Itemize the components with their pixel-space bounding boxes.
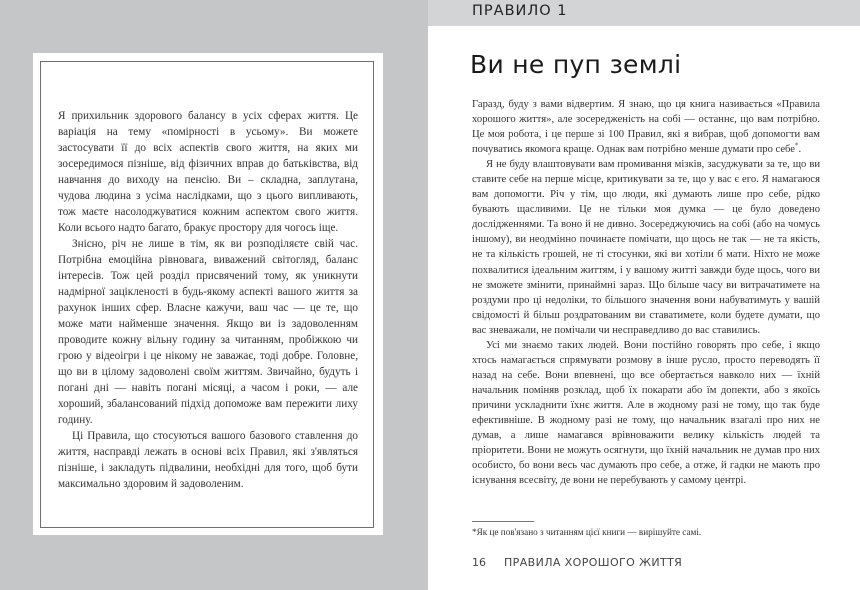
left-paragraph: Ці Правила, що стосуються вашого базового ставлення до життя, насправді лежать в основі всіх Правил, які з'являться пізніше, і закладуть підвалини, необхідні для того, щоб бути максимально здоровим й задоволеним. <box>58 430 358 490</box>
right-paragraph-text: Гаразд, буду з вами відвертим. Я знаю, що ця книга називається «Правила хорошого життя», але зосередженість на собі — останнє, що вам потрібно. Це моя робота, і це перше зі 100 Правил, які я вибрав, щоб допомогти вам почуватись якомога краще. Однак вам потрібно менше думати про себе <box>472 99 820 156</box>
page-number: 16 <box>472 556 486 569</box>
rule-label: ПРАВИЛО 1 <box>472 3 568 19</box>
chapter-title: Ви не пуп землі <box>470 50 682 79</box>
right-paragraph: Гаразд, буду з вами відвертим. Я знаю, що ця книга називається «Правила хорошого життя», але зосередженість на собі — останнє, що вам потрібно. Це моя робота, і це перше зі 100 Правил, які я вибрав, щоб допомогти вам почуватись якомога краще. Однак вам потрібно менше думати про себе*. <box>472 99 820 156</box>
right-page <box>428 0 860 590</box>
footnote-marker: * <box>795 141 799 150</box>
left-paragraph: Знісно, річ не лише в тім, як ви розподіляєте свій час. Потрібна емоційна рівновага, виважений світогляд, баланс інтересів. Тож цей розділ присвячений тому, як уникнути надмірної зацікленості в будь-якому аспекті вашого життя за рахунок інших сфер. Власне кажучи, ваш час — це те, що може мати найменше значення. Якщо ви із задоволенням проводите кожну вільну годину за читанням, пробіжкою чи грою у відеоігри і це нікому не заважає, тоді добре. Головне, що ви в цілому задоволені своїм життям. Звичайно, будуть і погані дні — навіть погані місяці, а часом і роки, — але хороший, збалансований підхід допоможе вам пережити лиху годину. <box>58 238 358 426</box>
running-title: ПРАВИЛА ХОРОШОГО ЖИТТЯ <box>504 556 683 569</box>
footnote-divider <box>472 521 534 522</box>
right-paragraph: Я не буду влаштовувати вам промивання мізків, засуджувати за те, що ви ставите себе на перше місце, критикувати за те, що у вас є его. Я намагаюся вам допомогти. Річ у тім, що люди, які думають лише про себе, рідко бувають щасливими. Це не тільки моя думка — це було доведено дослідженнями. Та воно й не дивно. Зосереджуючись на собі (або на чомусь іншому), ви неодмінно починаєте помічати, що щось не так — не та якість, не та кількість грошей, не ті стосунки, які ви хотіли б мати. Ніхто не може похвалитися ідеальним життям, і у вашому житті завжди буде щось, чого ви не зможете змінити, принаймні зараз. Що більше часу ви витрачатимете на роздуми про ці недоліки, то більшого значення вони набуватимуть у вашій свідомості й більш роздратованим ви ставатимете, коли будете думати, що вас зневажали, не помічали чи несправедливо до вас ставились. <box>472 159 820 336</box>
footnote: *Як це пов'язано з читанням цієї книги — вирішуйте самі. <box>472 527 702 537</box>
left-page-text <box>58 108 358 492</box>
right-page-text <box>472 97 820 488</box>
left-paragraph: Я прихильник здорового балансу в усіх сферах життя. Це варіація на тему «помірності в усьому». Ви можете застосувати її до всіх аспектів свого життя, на яких ми зосередимося пізніше, від фізичних вправ до батьківства, від навчання до виходу на пенсію. Ви – складна, заплутана, чудова людина з усіма наслідками, що з цього випливають, тож маєте насолоджуватися кожним аспектом свого життя. Коли всього надто багато, бракує простору для чогось іще. <box>58 110 358 234</box>
rule-header-band <box>428 0 860 26</box>
left-page <box>0 0 428 590</box>
right-paragraph: Усі ми знаємо таких людей. Вони постійно говорять про себе, і якщо хтось намагається спрямувати розмову в інше русло, просто переводять її назад на себе. Вони впевнені, що все обертається навколо них — їхній начальник поміняв розклад, щоб їх покарати або їм допекти, або з якоїсь причини ускладнити їхнє життя. Але в жодному разі не тому, що так буде ефективніше. В жодному разі не тому, що начальник взагалі про них не думав, а лише намагався врівноважити велику кількість людей та пріоритети. Вони не можуть осягнути, що їхній начальник не думав про них особисто, бо вони весь час думають про себе, а отже, й гадки не мають про існування всесвіту, де вони не перебувають у самому центрі. <box>472 339 820 487</box>
